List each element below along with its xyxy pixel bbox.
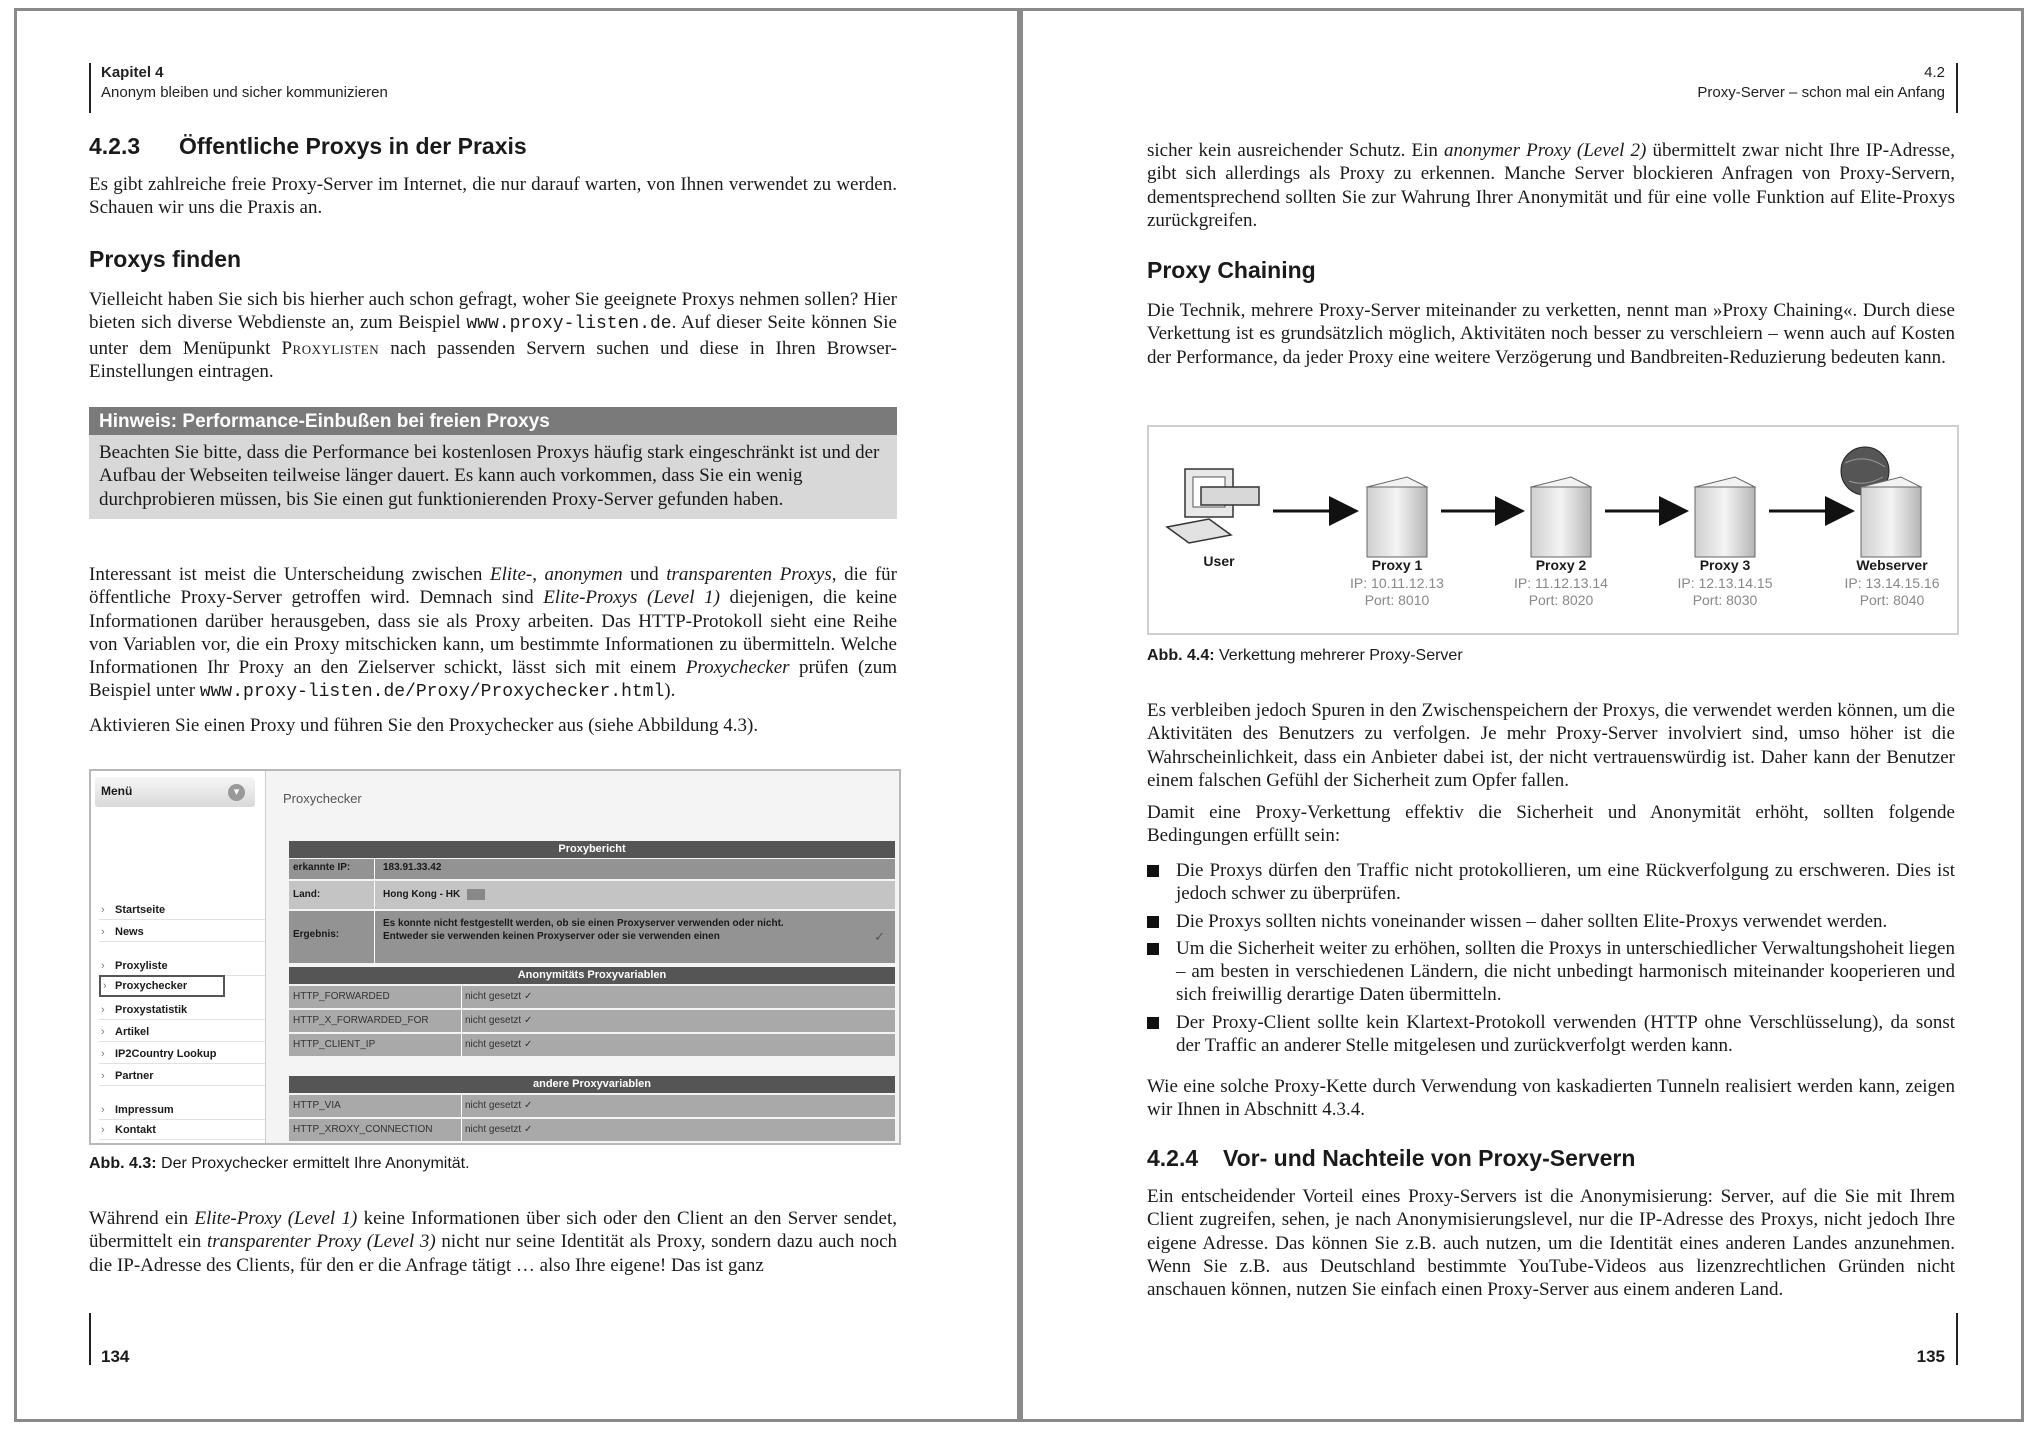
menu-item-impressum[interactable]: › Impressum [99, 1101, 265, 1120]
running-header [1697, 63, 1945, 103]
paragraph-elite-vs-transparent [89, 1207, 897, 1286]
var-row-via: HTTP_VIA nicht gesetzt ✓ [289, 1095, 895, 1117]
paragraph-conditions: Damit eine Proxy-Verkettung effektiv die Sicherheit und Anonymität erhöht, sollten folgende Bedingungen erfüllt sein: [1147, 802, 1955, 847]
menu-item-partner[interactable]: › Partner [99, 1067, 265, 1086]
proxy-1-server-icon [1367, 477, 1427, 557]
proxychecker-screenshot [89, 769, 901, 1145]
link-proxychecker[interactable]: www.proxy-listen.de/Proxy/Proxychecker.html [199, 682, 665, 703]
page-number: 135 [1916, 1347, 1945, 1366]
check-icon: ✓ [523, 991, 533, 1002]
menu-reference: Proxylisten [281, 337, 380, 359]
paragraph-text: Während ein Elite-Proxy (Level 1) keine Informationen über sich oder den Client an den Server sendet, übermittelt ein transparenter Proxy (Level 3) nicht nur seine Identität als Proxy, sondern dazu auch noch die IP-Adresse des Clients, für den er die Anfrage tätigt … also Ihre eigene! Das ist ganz [89, 1208, 897, 1276]
paragraph-text: Ein entscheidender Vorteil eines Proxy-Servers ist die Anonymisierung: Server, auf die Sie mit Ihrem Client zugreifen, sehen, je nach Anonymisierungslevel, nur die IP-Adresse des Proxys, nicht jedoch Ihre eigene Adresse. Das können Sie z.B. auch nutzen, um die Identität eines anderen Landes anzunehmen. Wenn Sie z.B. aus Deutschland bestimmte YouTube-Videos aus lizenzrechtlichen Gründen nicht anschauen können, nutzen Sie einfach einen Proxy-Server aus einem anderen Land. [1147, 1186, 1955, 1301]
hint-box [89, 407, 897, 519]
node-proxy3-label: Proxy 3 [1699, 557, 1751, 573]
node-webserver-details: IP: 13.14.15.16 Port: 8040 [1844, 575, 1940, 608]
conditions-list [1147, 859, 1955, 1061]
row-result: Ergebnis: Es konnte nicht festgestellt werden, ob sie einen Proxyserver verwenden oder nicht. Entweder sie verwenden keinen Proxyserver oder sie verwenden einen ✓ [289, 911, 895, 963]
left-page [14, 8, 1020, 1422]
check-icon: ✓ [874, 929, 885, 944]
var-row-client-ip: HTTP_CLIENT_IP nicht gesetzt ✓ [289, 1034, 895, 1056]
paragraph-text: Interessant ist meist die Unterscheidung zwischen Elite-, anonymen und transparenten Proxys, die für öffentliche Proxy-Server getroffen wird. Demnach sind Elite-Proxys (Level 1) diejenigen, die keine Informationen darüber herausgeben, dass sie als Proxy arbeiten. Das HTTP-Protokoll sieht eine Reihe von Variablen vor, die ein Proxy mitschicken kann, um bestimmte Informationen zu übermitteln. Welche Informationen Ihr Proxy an den Zielserver schickt, lässt sich mit einem Proxychecker prüfen (zum Beispiel unter www.proxy-listen.de/Proxy/Proxychecker.html). [89, 564, 898, 703]
paragraph-advantages [1147, 1185, 1955, 1310]
paragraph-proxy-chaining [1147, 299, 1955, 378]
node-proxy1-label: Proxy 1 [1371, 557, 1423, 573]
other-vars-header: andere Proxyvariablen [289, 1076, 895, 1093]
subheading-proxy-chaining: Proxy Chaining [1147, 257, 1316, 283]
webserver-icon [1841, 447, 1921, 557]
figure-caption: Abb. 4.4: Verkettung mehrerer Proxy-Server [1147, 647, 1463, 664]
flag-icon [467, 889, 485, 900]
bullet-icon [1147, 916, 1159, 928]
paragraph-text: Es verbleiben jedoch Spuren in den Zwischenspeichern der Proxys, die verwendet werden können, um die Aktivitäten des Benutzers zu verfolgen. Je mehr Proxy-Server involviert sind, umso höher ist die Wahrscheinlichkeit, dass ein Anbieter dabei ist, der nicht vertrauenswürdig ist. Daher kann der Benutzer einem falschen Gefühl der Sicherheit zum Opfer fallen. [1147, 700, 1955, 791]
node-user-label: User [1203, 553, 1235, 569]
list-item: Die Proxys dürfen den Traffic nicht protokollieren, um eine Rückverfolgung zu erschweren. Dies ist jedoch schwer zu überprüfen. [1147, 859, 1955, 906]
bullet-icon [1147, 943, 1159, 955]
node-proxy1-details: IP: 10.11.12.13 Port: 8010 [1350, 575, 1444, 608]
var-row-x-forwarded-for: HTTP_X_FORWARDED_FOR nicht gesetzt ✓ [289, 1010, 895, 1032]
intro-paragraph [89, 173, 897, 229]
check-icon: ✓ [523, 1015, 533, 1026]
menu-title: Menü [101, 784, 133, 798]
node-proxy2-label: Proxy 2 [1535, 557, 1587, 573]
list-item: Um die Sicherheit weiter zu erhöhen, sollten die Proxys in unterschiedlicher Verwaltungshoheit liegen – am besten in verschiedenen Ländern, die nicht unbedingt harmonisch miteinander kooperieren und sich freiwillig derartige Daten übermitteln. [1147, 937, 1955, 1007]
chapter-title: Anonym bleiben und sicher kommunizieren [101, 84, 388, 101]
node-webserver-label: Webserver [1856, 557, 1928, 573]
bullet-icon [1147, 1017, 1159, 1029]
node-proxy2-details: IP: 11.12.13.14 Port: 8020 [1514, 575, 1608, 608]
footer-rule [1956, 1313, 1958, 1365]
running-header [101, 63, 388, 103]
paragraph-anonymous-proxy [1147, 139, 1955, 241]
paragraph-text: Wie eine solche Proxy-Kette durch Verwendung von kaskadierten Tunneln realisiert werden kann, zeigen wir Ihnen in Abschnitt 4.3.4. [1147, 1076, 1955, 1121]
check-icon: ✓ [523, 1100, 533, 1111]
section-number: 4.2.4 [1147, 1145, 1199, 1171]
menu-item-kontakt[interactable]: › Kontakt [99, 1121, 265, 1140]
hint-title: Hinweis: Performance-Einbußen bei freien Proxys [89, 407, 897, 435]
figure-caption: Abb. 4.3: Der Proxychecker ermittelt Ihre Anonymität. [89, 1155, 470, 1172]
node-proxy3-details: IP: 12.13.14.15 Port: 8030 [1677, 575, 1773, 608]
menu-item-proxychecker[interactable]: › Proxychecker [99, 975, 225, 997]
user-computer-icon [1167, 469, 1259, 543]
paragraph-traces [1147, 699, 1955, 857]
paragraph-proxy-types [89, 563, 897, 746]
report-header: Proxybericht [289, 841, 895, 858]
section-title: Öffentliche Proxys in der Praxis [179, 133, 527, 159]
proxy-chain-diagram [1147, 425, 1959, 635]
paragraph-activate: Aktivieren Sie einen Proxy und führen Sie den Proxychecker aus (siehe Abbildung 4.3). [89, 714, 759, 736]
menu-item-proxyliste[interactable]: › Proxyliste [99, 957, 265, 976]
section-heading [89, 133, 527, 160]
header-rule [89, 63, 91, 113]
header-rule [1956, 63, 1958, 113]
right-page [1020, 8, 2024, 1422]
var-row-http-forwarded: HTTP_FORWARDED nicht gesetzt ✓ [289, 986, 895, 1008]
page-number: 134 [101, 1347, 130, 1366]
check-icon: ✓ [523, 1124, 533, 1135]
menu-item-artikel[interactable]: › Artikel [99, 1023, 265, 1042]
paragraph-text: Vielleicht haben Sie sich bis hierher auch schon gefragt, woher Sie geeignete Proxys nehmen sollen? Hier bieten sich diverse Webdienste an, zum Beispiel www.proxy-listen.de. Auf dieser Seite können Sie unter dem Menüpunkt Proxylisten nach passenden Servern suchen und diese in Ihren Browser-Einstellungen eintragen. [89, 289, 898, 382]
row-ip: erkannte IP: 183.91.33.42 [289, 859, 895, 879]
menu-toggle-icon[interactable]: ▾ [228, 784, 245, 801]
subheading-proxys-finden: Proxys finden [89, 246, 242, 272]
proxychecker-menu [91, 771, 266, 1143]
intro-text: Es gibt zahlreiche freie Proxy-Server im Internet, die nur darauf warten, von Ihnen verwendet zu werden. Schauen wir uns die Praxis an. [89, 174, 897, 219]
section-number: 4.2.3 [89, 133, 141, 159]
proxychecker-title: Proxychecker [283, 791, 362, 806]
link-proxy-listen[interactable]: www.proxy-listen.de [466, 314, 672, 335]
proxy-2-server-icon [1531, 477, 1591, 557]
footer-rule [89, 1313, 91, 1365]
proxy-3-server-icon [1695, 477, 1755, 557]
chapter-number: Kapitel 4 [101, 64, 164, 81]
hint-body: Beachten Sie bitte, dass die Performance bei kostenlosen Proxys häufig stark eingeschränkt ist und der Aufbau der Webseiten teilweise länger dauert. Es kann auch vorkommen, dass Sie ein wenig durchprobieren müssen, bis Sie einen gut funktionierenden Proxy-Server gefunden haben. [99, 442, 880, 510]
bullet-icon [1147, 865, 1159, 877]
section-title: Vor- und Nachteile von Proxy-Servern [1223, 1145, 1636, 1171]
row-country: Land: Hong Kong - HK [289, 881, 895, 909]
section-heading [1147, 1145, 1635, 1172]
paragraph-proxy-sources [89, 288, 897, 392]
anonymity-vars-header: Anonymitäts Proxyvariablen [289, 967, 895, 984]
menu-item-proxystatistik[interactable]: › Proxystatistik [99, 1001, 265, 1020]
menu-item-ip2country[interactable]: › IP2Country Lookup [99, 1045, 265, 1064]
paragraph-kaskaden [1147, 1075, 1955, 1131]
menu-item-startseite[interactable]: › Startseite [99, 901, 265, 920]
menu-header [95, 777, 255, 807]
list-item: Der Proxy-Client sollte kein Klartext-Protokoll verwenden (HTTP ohne Verschlüsselung), da sonst der Traffic an anderer Stelle mitgelesen und zurückverfolgt werden kann. [1147, 1011, 1955, 1058]
paragraph-text: sicher kein ausreichender Schutz. Ein anonymer Proxy (Level 2) übermittelt zwar nicht Ihre IP-Adresse, gibt sich allerdings als Proxy zu erkennen. Manche Server blockieren Anfragen von Proxy-Servern, dementsprechend sollten Sie zur Wahrung Ihrer Anonymität und für eine volle Funktion auf Elite-Proxys zurückgreifen. [1147, 140, 1955, 231]
section-title-header: Proxy-Server – schon mal ein Anfang [1697, 84, 1945, 101]
menu-item-news[interactable]: › News [99, 923, 265, 942]
list-item: Die Proxys sollten nichts voneinander wissen – daher sollten Elite-Proxys verwendet werden. [1147, 910, 1955, 933]
paragraph-text: Die Technik, mehrere Proxy-Server miteinander zu verketten, nennt man »Proxy Chaining«. Durch diese Verkettung ist es grundsätzlich möglich, Aktivitäten noch besser zu verschleiern – wenn auch auf Kosten der Performance, da jeder Proxy eine weitere Verzögerung und Bandbreiten-Reduzierung bedeuten kann. [1147, 300, 1955, 368]
check-icon: ✓ [523, 1039, 533, 1050]
section-number-header: 4.2 [1924, 64, 1945, 81]
var-row-xroxy: HTTP_XROXY_CONNECTION nicht gesetzt ✓ [289, 1119, 895, 1141]
